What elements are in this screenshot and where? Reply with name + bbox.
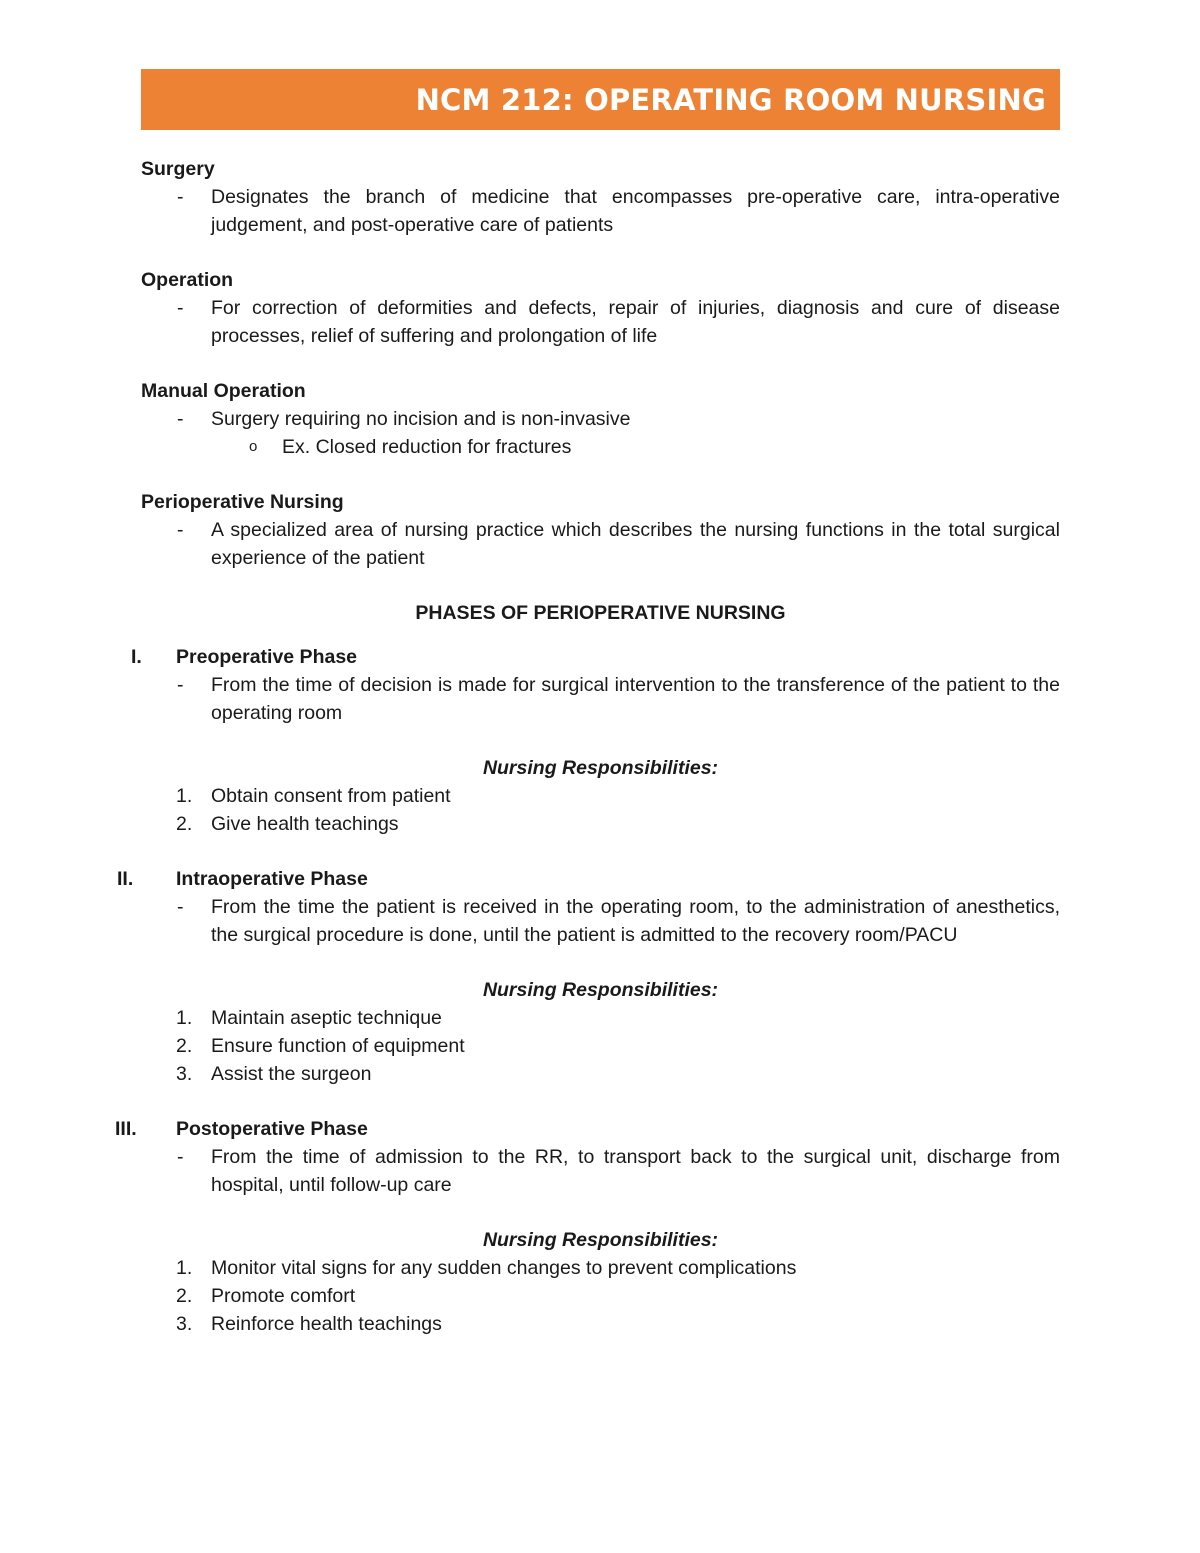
- term-manual-operation: Manual Operation: [141, 380, 306, 402]
- definition-item: [141, 405, 1060, 433]
- dash-bullet: -: [177, 896, 184, 918]
- sub-item: [141, 433, 1060, 461]
- list-number: 2.: [176, 1035, 193, 1057]
- phase-heading: [117, 865, 1060, 893]
- list-item-text: Monitor vital signs for any sudden changes to prevent complications: [211, 1257, 797, 1279]
- dash-bullet: -: [177, 1146, 184, 1168]
- list-number: 2.: [176, 1285, 193, 1307]
- responsibilities-heading: Nursing Responsibilities:: [482, 1229, 719, 1251]
- phase-description: [141, 1143, 1060, 1199]
- dash-bullet: -: [177, 674, 184, 696]
- list-item-text: Maintain aseptic technique: [211, 1007, 442, 1029]
- list-item: [141, 1060, 1060, 1088]
- list-item: [141, 1310, 1060, 1338]
- list-item-text: Obtain consent from patient: [211, 785, 451, 807]
- dash-bullet: -: [177, 186, 184, 208]
- definition-text: A specialized area of nursing practice which describes the nursing functions in the total surgical experience of the patient: [211, 519, 1060, 569]
- phase-number: III.: [115, 1118, 137, 1140]
- list-item-text: Reinforce health teachings: [211, 1313, 442, 1335]
- phase-description: [141, 893, 1060, 949]
- phase-description-text: From the time the patient is received in the operating room, to the administration of anesthetics, the surgical procedure is done, until the patient is admitted to the recovery room/PACU: [211, 896, 1060, 946]
- phase-name: Preoperative Phase: [176, 646, 358, 668]
- phase-heading: [131, 643, 1060, 671]
- document-body: [115, 155, 1060, 1338]
- page-title: NCM 212: OPERATING ROOM NURSING: [415, 82, 1046, 117]
- list-item-text: Assist the surgeon: [211, 1063, 372, 1085]
- list-item: [141, 1282, 1060, 1310]
- circle-bullet: o: [249, 438, 258, 455]
- dash-bullet: -: [177, 519, 184, 541]
- list-number: 3.: [176, 1313, 193, 1335]
- term-operation: Operation: [141, 269, 234, 291]
- list-number: 1.: [176, 1007, 193, 1029]
- definition-text: Surgery requiring no incision and is non-invasive: [211, 408, 631, 430]
- phase-heading: [115, 1115, 1060, 1143]
- phase-description-text: From the time of admission to the RR, to transport back to the surgical unit, discharge from hospital, until follow-up care: [211, 1146, 1060, 1196]
- dash-bullet: -: [177, 297, 184, 319]
- list-item: [141, 1254, 1060, 1282]
- term-perioperative-nursing: Perioperative Nursing: [141, 491, 344, 513]
- list-item: [141, 1004, 1060, 1032]
- list-number: 3.: [176, 1063, 193, 1085]
- list-number: 1.: [176, 1257, 193, 1279]
- phase-number: II.: [117, 868, 134, 890]
- list-number: 2.: [176, 813, 193, 835]
- phase-number: I.: [131, 646, 142, 668]
- phase-name: Intraoperative Phase: [176, 868, 368, 890]
- phase-description: [141, 671, 1060, 727]
- list-item: [141, 1032, 1060, 1060]
- definition-text: For correction of deformities and defects, repair of injuries, diagnosis and cure of disease processes, relief of suffering and prolongation of life: [211, 297, 1060, 347]
- list-item: [141, 810, 1060, 838]
- responsibilities-heading: Nursing Responsibilities:: [482, 979, 719, 1001]
- phases-heading: PHASES OF PERIOPERATIVE NURSING: [415, 602, 786, 624]
- list-item-text: Promote comfort: [211, 1285, 356, 1307]
- definition-item: [141, 516, 1060, 572]
- definition-item: [141, 294, 1060, 350]
- sub-item-text: Ex. Closed reduction for fractures: [282, 436, 572, 458]
- header-banner: [141, 69, 1060, 130]
- term-surgery: Surgery: [141, 158, 215, 180]
- phase-name: Postoperative Phase: [176, 1118, 368, 1140]
- responsibilities-heading: Nursing Responsibilities:: [482, 757, 719, 779]
- list-item: [141, 782, 1060, 810]
- list-number: 1.: [176, 785, 193, 807]
- list-item-text: Ensure function of equipment: [211, 1035, 465, 1057]
- phase-description-text: From the time of decision is made for surgical intervention to the transference of the patient to the operating room: [211, 674, 1060, 724]
- definition-item: [141, 183, 1060, 239]
- list-item-text: Give health teachings: [211, 813, 399, 835]
- definition-text: Designates the branch of medicine that encompasses pre-operative care, intra-operative judgement, and post-operative care of patients: [211, 186, 1060, 236]
- dash-bullet: -: [177, 408, 184, 430]
